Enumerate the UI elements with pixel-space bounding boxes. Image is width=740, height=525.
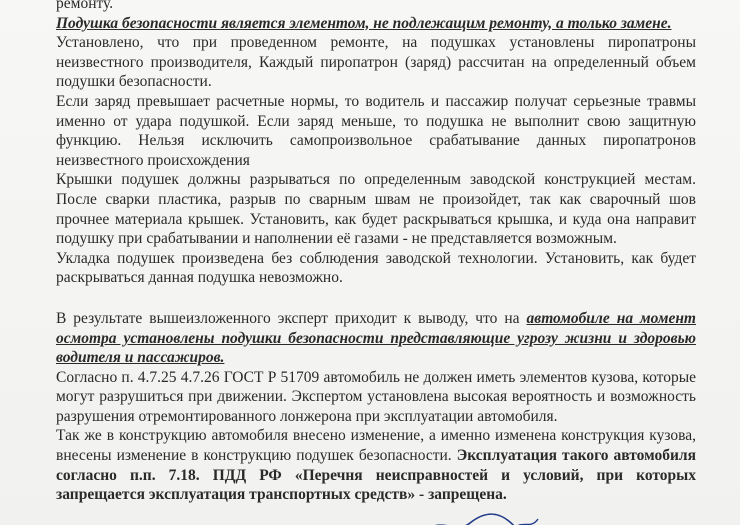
top-fragment: ремонту. bbox=[56, 0, 114, 12]
section-heading: Подушка безопасности является элементом, не подлежащим ремонту, а только замене. bbox=[56, 14, 672, 32]
document-body bbox=[56, 0, 696, 505]
paragraph-gost: Согласно п. 4.7.25 4.7.26 ГОСТ Р 51709 автомобиль не должен иметь элементов кузова, которые могут разрушиться при движении. Экспертом установлена высокая вероятность и возможность разрушения отремонтированного лонжерона при эксплуатации автомобиля. bbox=[56, 368, 696, 425]
paragraph-conclusion bbox=[56, 309, 696, 368]
design-change-text: Так же в конструкцию автомобиля внесено изменение, а именно изменена конструкция кузова, внесены изменение в конструкцию подушек безопасности. bbox=[56, 427, 696, 465]
paragraph-covers: Крышки подушек должны разрываться по определенным заводской конструкцией местам. После сварки пластика, разрыв по сварным швам не произойдет, так как сварочный шов прочнее материала крышек. Установить, как будет раскрываться крышка, и куда она направит подушку при срабатывании и наполнении её газами - не представляется возможным. bbox=[56, 171, 696, 248]
signature-scribble bbox=[420, 505, 580, 525]
paragraph-design-change bbox=[56, 426, 696, 504]
paragraph-charge: Если заряд превышает расчетные нормы, то водитель и пассажир получат серьезные травмы именно от удара подушкой. Если заряд меньше, то подушка не выполнит свою защитную функцию. Нельзя исключить самопроизвольное срабатывание данных пиропатронов неизвестного происхождения bbox=[56, 92, 696, 169]
paragraph-pyrocartridges: Установлено, что при проведенном ремонте, на подушках установлены пиропатроны неизвестного производителя, Каждый пиропатрон (заряд) рассчитан на определенный объем подушки безопасности. bbox=[56, 34, 696, 91]
operation-prohibited-text: Эксплуатация такого автомобиля согласно п.п. 7.18. ПДД РФ «Перечня неисправностей и условий, при которых запрещается эксплуатация транспортных средств» - запрещена. bbox=[56, 447, 697, 504]
paragraph-packing: Укладка подушек произведена без соблюдения заводской технологии. Установить, как будет раскрываться данная подушка невозможно. bbox=[56, 249, 696, 287]
conclusion-intro: В результате вышеизложенного эксперт приходит к выводу, что на bbox=[56, 309, 527, 327]
paragraph-gap bbox=[56, 288, 696, 309]
conclusion-emphasis: автомобиле на момент осмотра установлены подушки безопасности представляющие угрозу жизни и здоровью водителя и пассажиров. bbox=[56, 309, 696, 367]
